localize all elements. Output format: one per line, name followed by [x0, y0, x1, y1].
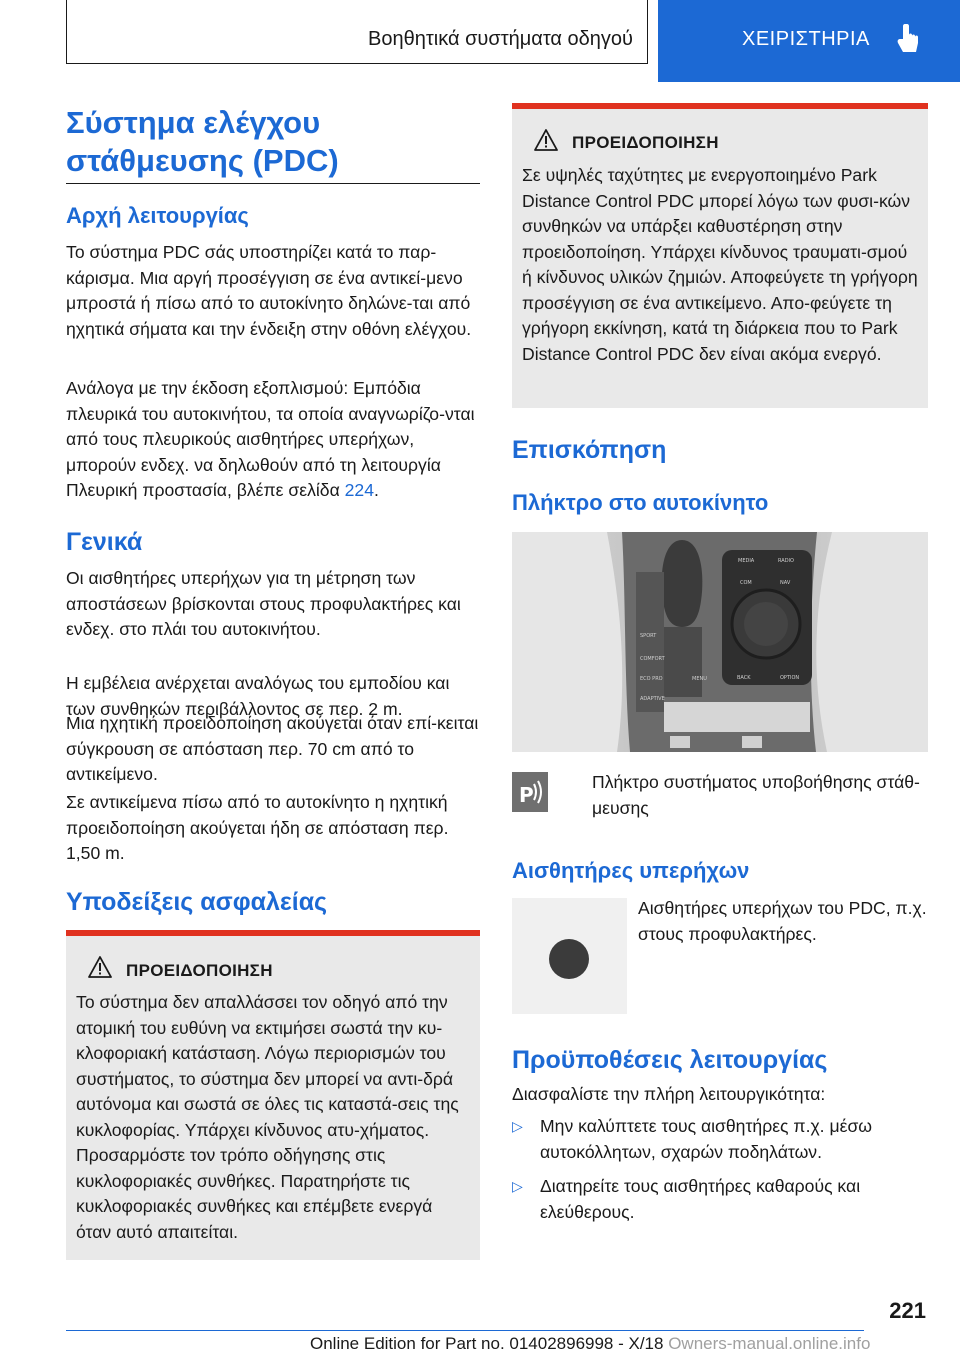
bullet-triangle-icon: ▷ [512, 1178, 523, 1194]
console-label-adaptive: ADAPTIVE [640, 696, 665, 702]
header-chapter-label: ΧΕΙΡΙΣΤΗΡΙΑ [742, 28, 870, 50]
paragraph-sensors-location: Οι αισθητήρες υπερήχων για τη μέτρηση των αποστάσεων βρίσκονται στους προφυλακτήρες και ενδεχ. στο πλάι του αυτοκινήτου. [66, 568, 461, 639]
title-divider [66, 183, 480, 184]
heading-general: Γενικά [66, 528, 143, 556]
warning-box-left [66, 930, 480, 1260]
console-label-nav: NAV [780, 580, 791, 586]
console-label-sport: SPORT [640, 633, 657, 639]
page-title [66, 104, 480, 180]
console-label-media: MEDIA [738, 558, 755, 564]
center-console-illustration [512, 532, 928, 752]
svg-text:P: P [519, 783, 534, 807]
footer-divider [66, 1330, 864, 1331]
console-label-radio: RADIO [778, 558, 794, 564]
heading-ultrasonic-sensors: Αισθητήρες υπερήχων [512, 858, 750, 883]
console-label-com: COM [740, 580, 752, 586]
caption-sensors: Αισθητήρες υπερήχων του PDC, π.χ. στους προφυλακτήρες. [638, 898, 927, 944]
paragraph-prerequisites-intro: Διασφαλίστε την πλήρη λειτουργικότητα: [512, 1084, 826, 1104]
bullet-item-2: Διατηρείτε τους αισθητήρες καθαρούς και ελεύθερους. [540, 1176, 861, 1222]
footer-edition [310, 1334, 870, 1354]
header-section-title: Βοηθητικά συστήματα οδηγού [368, 28, 633, 50]
heading-button-in-car: Πλήκτρο στο αυτοκίνητο [512, 490, 769, 515]
ultrasonic-sensor-icon [549, 939, 589, 979]
header-chapter-tab[interactable] [658, 0, 960, 82]
warning-bar [512, 103, 928, 109]
paragraph-side-protection [66, 376, 480, 504]
heading-principle: Αρχή λειτουργίας [66, 203, 249, 228]
page-number: 221 [889, 1298, 926, 1323]
warning-title: ΠΡΟΕΙΔΟΠΟΙΗΣΗ [126, 961, 273, 980]
caption-parking-button: Πλήκτρο συστήματος υποβοήθησης στάθ-μευσης [592, 772, 920, 818]
footer-watermark: Owners-manual.online.info [668, 1334, 871, 1353]
warning-bar [66, 930, 480, 936]
console-label-eco-pro: ECO PRO [640, 676, 663, 682]
side-protection-text: Ανάλογα με την έκδοση εξοπλισμού: Εμπόδια πλευρικά του αυτοκινήτου, τα οποία αναγνωρίζο-νται από τους πλευρικούς αισθητήρες υπερήχων, μπορούν ενδεχ. να δηλωθούν από τη λειτουργία Πλευρική προστασία, βλέπε σελίδα [66, 378, 475, 500]
heading-safety: Υποδείξεις ασφαλείας [66, 888, 328, 916]
bullet-triangle-icon: ▷ [512, 1118, 523, 1134]
console-label-option: OPTION [780, 675, 800, 681]
warning-text: Σε υψηλές ταχύτητες με ενεργοποιημένο Park Distance Control PDC μπορεί λόγω των φυσι-κών συνθηκών να υπάρξει καθυστέρηση στην προειδοποίηση. Υπάρχει κίνδυνος τραυματι-σμού ή κίνδυνος υλικών ζημιών. Αποφεύγετε τη γρήγορη προσέγγιση σε ένα αντικείμενο. Απο-φεύγετε τη γρήγορη εκκίνηση, κατά τη διάρκεια που το Park Distance Control PDC δεν είναι ακόμα ενεργό. [522, 165, 918, 364]
pointing-hand-icon [894, 24, 920, 54]
footer-edition-text: Online Edition for Part no. 01402896998 - X/18 [310, 1334, 664, 1353]
heading-overview: Επισκόπηση [512, 436, 667, 464]
center-console-photo [512, 532, 928, 752]
page-title-line-1: Σύστημα ελέγχου [66, 105, 321, 140]
page-link-224[interactable]: 224 [344, 480, 374, 500]
console-label-back: BACK [737, 675, 751, 681]
paragraph-principle: Το σύστημα PDC σάς υποστηρίζει κατά το παρ-κάρισμα. Μια αργή προσέγγιση σε ένα αντικεί-μενο μπροστά ή πίσω από το αυτοκίνητο δηλώνε-ται από ηχητικά σήματα και την ένδειξη στην οθόνη ελέγχου. [66, 242, 472, 339]
heading-prerequisites: Προϋποθέσεις λειτουργίας [512, 1046, 828, 1074]
paragraph-rear-warning: Σε αντικείμενα πίσω από το αυτοκίνητο η ηχητική προειδοποίηση ακούγεται ήδη σε απόσταση περ. 1,50 m. [66, 792, 449, 863]
paragraph-acoustic-warning: Μια ηχητική προειδοποίηση ακούγεται όταν επί-κειται σύγκρουση σε απόσταση περ. 70 cm από το αντικείμενο. [66, 713, 479, 784]
parking-assist-button-icon [512, 772, 548, 812]
header-section-box [66, 0, 648, 64]
page-title-line-2: στάθμευσης (PDC) [66, 143, 339, 178]
warning-triangle-icon [88, 956, 112, 978]
side-protection-end: . [373, 480, 379, 500]
paragraph-range: Η εμβέλεια ανέρχεται αναλόγως του εμποδίου και των συνθηκών περιβάλλοντος σε περ. 2 m. [66, 673, 450, 719]
warning-triangle-icon [534, 129, 558, 151]
warning-box-right [512, 103, 928, 408]
sensor-image [512, 898, 627, 1014]
warning-text: Το σύστημα δεν απαλλάσσει τον οδηγό από την ατομική του ευθύνη να εκτιμήσει σωστά την κυ-κλοφοριακή κατάσταση. Λόγω περιορισμών του συστήματος, το σύστημα δεν μπορεί να αντι-δρά αυτόνομα και σωστά σε όλες τις καταστά-σεις της κυκλοφορίας. Υπάρχει κίνδυνος ατυ-χήματος. Προσαρμόστε τον τρόπο οδήγησης στις κυκλοφοριακές συνθήκες. Παρατηρήστε τις κυκλοφοριακές συνθήκες και επέμβετε ενεργά όταν αυτό απαιτείται. [76, 992, 459, 1242]
console-label-menu: MENU [692, 676, 707, 682]
console-label-comfort: COMFORT [640, 656, 665, 662]
warning-title: ΠΡΟΕΙΔΟΠΟΙΗΣΗ [572, 133, 719, 152]
bullet-item-1: Μην καλύπτετε τους αισθητήρες π.χ. μέσω αυτοκόλλητων, σχαρών ποδηλάτων. [540, 1116, 873, 1162]
